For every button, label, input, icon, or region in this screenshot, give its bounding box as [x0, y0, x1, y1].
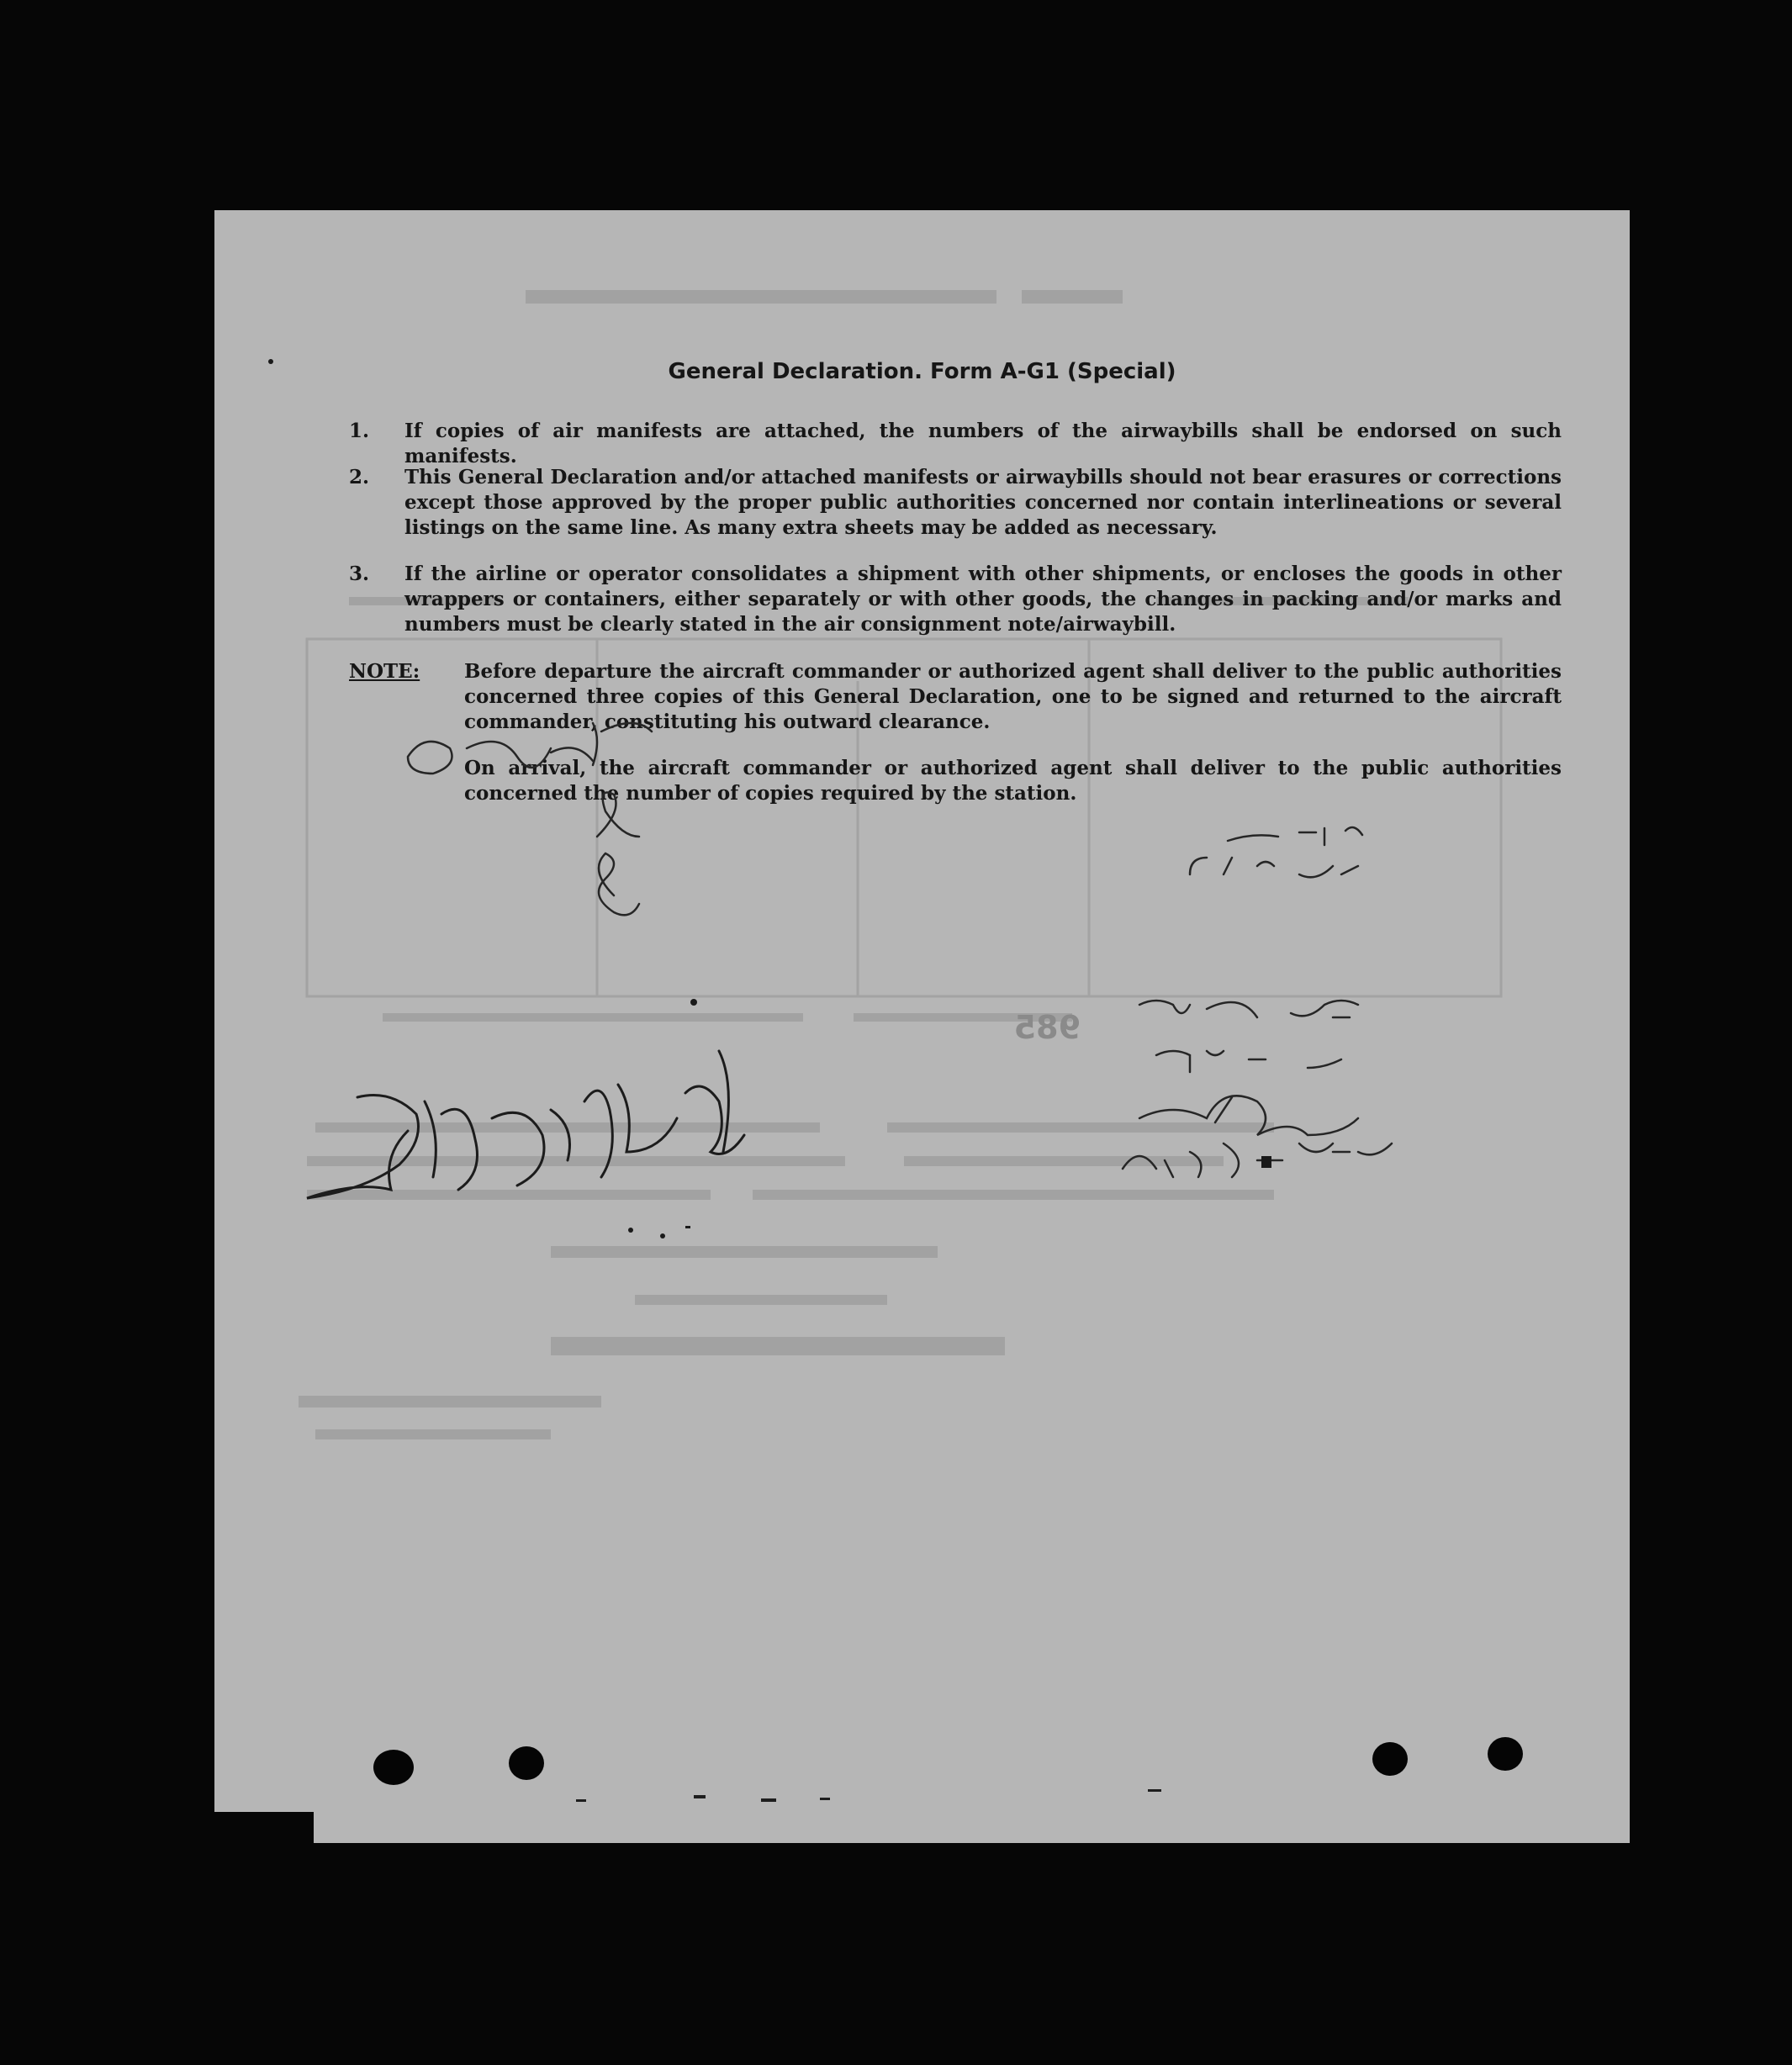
note-label: NOTE:: [349, 660, 420, 683]
page-title: General Declaration. Form A-G1 (Special): [668, 359, 1176, 384]
item-number: 1.: [349, 420, 370, 442]
scan-edge-tab: [214, 1812, 314, 1843]
note-paragraph: On arrival, the aircraft commander or authorized agent shall deliver to the public authorities concerned the number of copies required by the station.: [464, 757, 1562, 805]
item-text: This General Declaration and/or attached manifests or airwaybills should not bear erasures or corrections except those approved by the proper public authorities concerned nor contain interlineations or several listings on the same line. As many extra sheets may be added as necessary.: [404, 466, 1562, 539]
punch-hole-icon: [373, 1737, 1523, 1785]
document-page: [214, 210, 1630, 1843]
svg-text:985: 985: [1013, 1009, 1081, 1046]
item-text: If copies of air manifests are attached, the numbers of the airwaybills shall be endorsed on such manifests.: [404, 420, 1562, 467]
item-number: 3.: [349, 562, 370, 585]
bottom-edge-marks: [576, 1789, 1161, 1802]
item-text: If the airline or operator consolidates a shipment with other shipments, or encloses the goods in other wrappers or containers, either separately or with other goods, the changes in packing and/or marks and numbers must be clearly stated in the air consignment note/airwaybill.: [404, 562, 1562, 636]
handwriting-overlay: [214, 210, 1630, 1843]
handwritten-signature: [307, 1051, 744, 1198]
handwritten-scribble: [408, 723, 1392, 1177]
note-paragraph: Before departure the aircraft commander or authorized agent shall deliver to the public authorities concerned three copies of this General Declaration, one to be signed and returned to the aircraft commander, constituting his outward clearance.: [464, 660, 1562, 733]
stray-ink-marks: [268, 359, 1271, 1238]
item-number: 2.: [349, 466, 370, 489]
